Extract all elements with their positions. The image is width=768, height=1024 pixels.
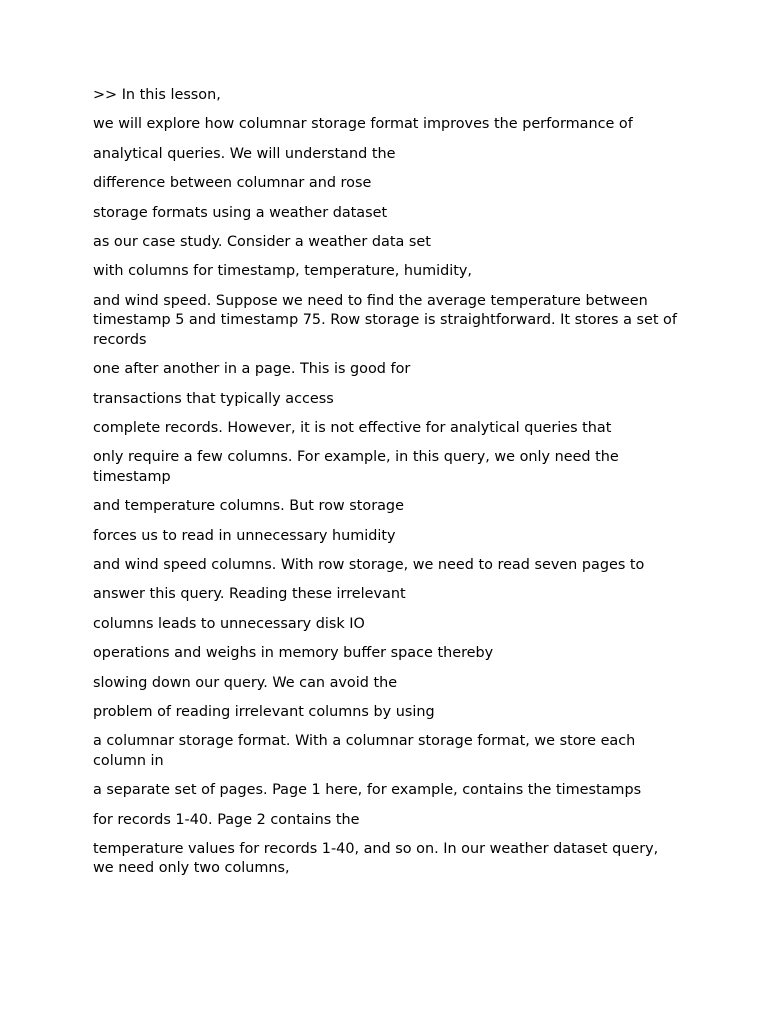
transcript-paragraph: and temperature columns. But row storage [93, 498, 404, 515]
transcript-paragraph: as our case study. Consider a weather data set [93, 233, 431, 250]
transcript-paragraph: a columnar storage format. With a columnar storage format, we store each column in [93, 733, 636, 769]
transcript-paragraph: and wind speed columns. With row storage, we need to read seven pages to [93, 556, 645, 573]
transcript-paragraph: >> In this lesson, [93, 87, 221, 103]
transcript-paragraph: operations and weighs in memory buffer space thereby [93, 645, 494, 662]
transcript-paragraph: slowing down our query. We can avoid the [93, 674, 398, 691]
transcript-paragraph: only require a few columns. For example, in this query, we only need the timestamp [93, 449, 619, 485]
transcript-paragraph: we will explore how columnar storage format improves the performance of [93, 116, 633, 133]
transcript-paragraph: columns leads to unnecessary disk IO [93, 615, 365, 632]
transcript-paragraph: difference between columnar and rose [93, 175, 372, 192]
transcript-paragraph: a separate set of pages. Page 1 here, for example, contains the timestamps [93, 782, 642, 799]
transcript-paragraph: for records 1-40. Page 2 contains the [93, 811, 360, 828]
transcript-paragraph: forces us to read in unnecessary humidity [93, 527, 396, 544]
transcript-paragraph: analytical queries. We will understand the [93, 145, 396, 162]
transcript-paragraph: and wind speed. Suppose we need to find the average temperature between timestamp 5 and timestamp 75. Row storage is straightforward. It stores a set of records [93, 292, 677, 348]
transcript-paragraph: complete records. However, it is not effective for analytical queries that [93, 419, 612, 436]
transcript-paragraph: answer this query. Reading these irrelevant [93, 586, 406, 603]
transcript-paragraph: storage formats using a weather dataset [93, 204, 388, 221]
transcript-paragraph: one after another in a page. This is good for [93, 361, 411, 378]
transcript-paragraph: temperature values for records 1-40, and so on. In our weather dataset query, we need only two columns, [93, 840, 659, 877]
transcript-paragraph: problem of reading irrelevant columns by using [93, 703, 435, 720]
transcript-paragraph: with columns for timestamp, temperature, humidity, [93, 263, 473, 280]
transcript-document [93, 86, 683, 889]
transcript-paragraph: transactions that typically access [93, 390, 334, 407]
